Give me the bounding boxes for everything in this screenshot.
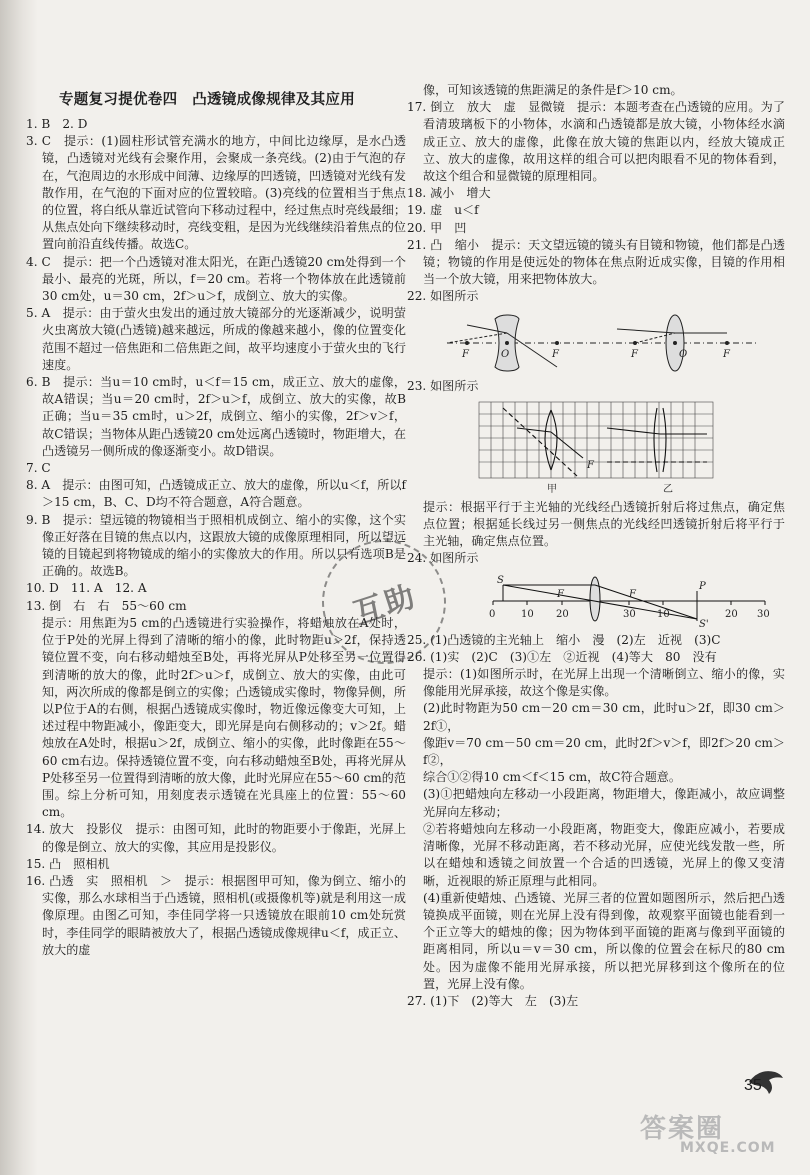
fig24-label-s: S [497,574,504,586]
fig24-label-p: P [699,580,706,592]
fig24-tick-10b: 10 [657,608,670,620]
page-number: 35 [744,1077,762,1094]
figure-22-lens-diagram [407,309,777,375]
fig24-tick-30b: 30 [757,608,770,620]
fig24-label-f1: F [557,588,564,600]
answer-3: 3. C 提示：(1)圆柱形试管充满水的地方，中间比边缘厚，是水凸透镜，凸透镜对光线有会聚作用，会聚成一条亮线。(2)由于气泡的存在，气泡周边的水形成中间薄、边缘厚的凹透镜，凹透镜对光线有发散作用，在气泡的下面对应的位置较暗。(3)亮线的位置相当于焦点的位置，将白纸从靠近试管向下移动过程中，经过焦点时亮线最细；从焦点处向下继续移动时，亮线变粗，是因为光线继续沿着焦点的位置向前沿直线传播。故选C。 [26,134,406,252]
answer-16-cont: 像，可知该透镜的焦距满足的条件是f＞10 cm。 [423,83,683,97]
answer-26-hint-1: 提示：(1)如图所示时，在光屏上出现一个清晰倒立、缩小的像，实像能用光屏承接，故这个像是实像。 [423,667,785,699]
fig22-label-o2: O [679,348,688,360]
answer-1-2: 1. B 2. D [26,117,88,131]
answer-21: 21. 凸 缩小 提示：天文望远镜的镜头有目镜和物镜，他们都是凸透镜；物镜的作用是使远处的物体在焦点附近成实像，目镜的作用相当一个放大镜，用来把物体放大。 [407,237,785,287]
fig24-tick-30a: 30 [623,608,636,620]
fig24-tick-20: 20 [556,608,569,620]
fig23-grid-lines [479,402,713,478]
right-column [407,82,785,1010]
figure-23-grid-diagram [407,398,777,496]
answer-15: 15. 凸 照相机 [26,856,110,871]
page-title: 专题复习提优卷四 凸透镜成像规律及其应用 [59,92,355,108]
answer-20: 20. 甲 凹 [407,220,467,235]
answer-6: 6. B 提示：当u＝10 cm时，u＜f＝15 cm，成正立、放大的虚像，故A错误；当u＝20 cm时，2f＞u＞f，成倒立、放大的实像，故B正确；当u＝35 cm时，u＞2f，成倒立、缩小的实像，2f＞v＞f，故C错误；当物体从距凸透镜20 cm处远离凸透镜时，物距增大，在凸透镜另一侧所成的像逐渐变小。故D错误。 [26,375,406,458]
answer-26-hint-6: ②若将蜡烛向左移动一小段距离，物距变大，像距应减小，若要成清晰像，光屏不移动距离，若不移动光屏，应使光线发散一些，所以在蜡烛和透镜之间放置一个合适的凹透镜，光屏上的像又变清晰，近视眼的矫正原理与此相同。 [423,821,785,888]
answer-26: 26. (1)实 (2)C (3)①左 ②近视 (4)等大 80 没有 [407,649,717,664]
fig24-tick-20b: 20 [725,608,738,620]
watermark-stamp: 互助 [306,524,462,680]
fig23-label-jia: 甲 [547,483,557,495]
answer-25: 25. (1)凸透镜的主光轴上 缩小 漫 (2)左 近视 (3)C [407,632,721,647]
fig23-label-f: F [587,459,594,471]
answer-19: 19. 虚 u＜f [407,203,479,218]
figure-24-optical-bench [407,571,777,629]
answer-16: 16. 凸透 实 照相机 ＞ 提示：根据图甲可知，像为倒立、缩小的实像，那么水球相当于凸透镜，照相机(或摄像机等)就是利用这一成像原理。由图乙可知，李佳同学将一只透镜放在眼前10 cm处玩赏时，李佳同学的眼睛被放大了，根据凸透镜成像规律u＜f，成正立、放大的虚 [26,873,406,957]
fig24-tick-10: 10 [521,608,534,620]
answer-10-12: 10. D 11. A 12. A [26,581,147,596]
fig22-label-f1: F [462,348,469,360]
answer-26-hint-3: 像距v＝70 cm－50 cm＝20 cm，此时2f＞v＞f，即2f＞20 cm＞f②， [423,735,785,768]
answer-26-hint-5: (3)①把蜡烛向左移动一小段距离，物距增大，像距减小，故应调整光屏向左移动； [423,787,785,819]
answer-26-hint-7: (4)重新使蜡烛、凸透镜、光屏三者的位置如题图所示，然后把凸透镜换成平面镜，则在光屏上没有得到像，故观察平面镜也能看到一个正立等大的蜡烛的像；因为物体到平面镜的距离与像到平面镜的距离相同，所以u＝v＝30 cm，所以像的位置会在标尺的80 cm处。因为虚像不能用光屏承接，所以把光屏移到这个像所在的位置，光屏上没有像。 [423,890,785,991]
answer-17: 17. 倒立 放大 虚 显微镜 提示：本题考查在凸透镜的应用。为了看清玻璃板下的小物体，水滴和凸透镜都是放大镜，小物体经水滴成正立、放大的虚像，此像在放大镜的焦距以内，经放大镜成正立、放大的虚像，故用这样的组合可以把肉眼看不见的物体看到，故这个组合和显微镜的原理相同。 [407,100,785,184]
answer-13-hint: 提示：用焦距为5 cm的凸透镜进行实验操作，将蜡烛放在A处时，位于P处的光屏上得到了清晰的缩小的像，此时物距u＞2f，保持透镜位置不变，向右移动蜡烛至B处，再将光屏从P处移至另一位置得到清晰的放大的像，此时2f＞u＞f，成倒立、放大的实像，由此可知，两次所成的像都是倒立的实像；凸透镜成实像时，物像异侧，所以P位于A的右侧，根据凸透镜成实像时，物近像远像变大可知，上述过程中物距减小，像距变大，即光屏是向右侧移动的；v＞2f。蜡烛放在A处时，根据u＞2f，成倒立、缩小的实像，此时像距在55～60 cm右边。保持透镜位置不变，向右移动蜡烛至B处，再将光屏从P处移至另一位置得到清晰的放大像，此时光屏应在55～60 cm的范围。综上分析可知，用刻度表示透镜在光具座上的位置：55～60 cm。 [42,615,406,820]
answer-5: 5. A 提示：由于萤火虫发出的通过放大镜部分的光逐渐减少，说明萤火虫离放大镜(凸透镜)越来越远，所成的像越来越小，像的位置变化范围不超过一倍焦距和二倍焦距之间，故平均速度小于萤火虫的飞行速度。 [26,306,406,372]
answer-9: 9. B 提示：望远镜的物镜相当于照相机成倒立、缩小的实像，这个实像正好落在目镜的焦点以内，这跟放大镜的成像原理相同，所以望远镜的目镜起到将物镜成的缩小的实像放大的作用。所以只有选项B是正确的。故选B。 [26,512,406,579]
answer-22: 22. 如图所示 [407,289,479,304]
fig22-label-f3: F [631,348,638,360]
fig22-label-f4: F [723,348,730,360]
fig24-label-f2: F [629,588,636,600]
answer-18: 18. 减小 增大 [407,186,491,201]
fig24-label-s-prime: S' [699,618,709,629]
answer-14: 14. 放大 投影仪 提示：由图可知，此时的物距要小于像距，光屏上的像是倒立、放大的实像，其应用是投影仪。 [26,822,406,854]
fig23-label-yi: 乙 [663,483,673,495]
answer-24: 24. 如图所示 [407,551,479,566]
fig24-tick-0: 0 [489,608,496,620]
answer-23: 23. 如图所示 [407,378,479,393]
fig22-label-o1: O [501,348,510,360]
watermark-logo: 答案圈 [640,1114,725,1144]
answer-23-hint: 提示：根据平行于主光轴的光线经凸透镜折射后将过焦点，确定焦点位置；根据延长线过另一侧焦点的光线经凹透镜折射后将平行于主光轴，确定焦点位置。 [423,499,785,549]
answer-13: 13. 倒 右 右 55～60 cm [26,598,187,613]
left-column [26,86,406,959]
answer-26-hint-2: (2)此时物距为50 cm－20 cm＝30 cm，此时u＞2f，即30 cm＞2f①， [423,701,785,733]
answer-7: 7. C [26,461,51,476]
answer-26-hint-4: 综合①②得10 cm＜f＜15 cm，故C符合题意。 [423,770,681,785]
answer-8: 8. A 提示：由图可知，凸透镜成正立、放大的虚像，所以u＜f，所以f＞15 cm，B、C、D均不符合题意，A符合题意。 [26,478,406,510]
fig22-label-f2: F [552,348,559,360]
answer-27: 27. (1)下 (2)等大 左 (3)左 [407,993,579,1008]
answer-4: 4. C 提示：把一个凸透镜对准太阳光，在距凸透镜20 cm处得到一个最小、最亮的光斑，所以，f＝20 cm。若将一个物体放在此透镜前30 cm处，u＝30 cm，2f＞u＞f，成倒立、放大的实像。 [26,254,406,304]
watermark-url: MXQE.COM [680,1140,776,1156]
